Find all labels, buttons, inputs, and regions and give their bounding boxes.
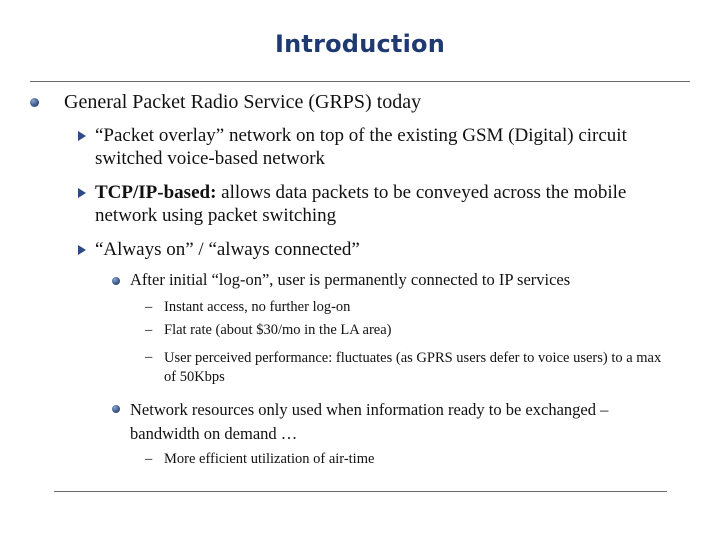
bullet-tcp-ip [95,181,685,227]
bullet-instant-access: Instant access, no further log-on [164,299,351,315]
tcp-ip-text: allows data packets to be conveyed across the mobile network using packet switching [95,182,627,227]
dash-bullet-icon: – [145,349,153,365]
bullet-grps: General Packet Radio Service (GRPS) today [64,91,422,113]
bullet-efficient-utilization: More efficient utilization of air-time [164,451,375,467]
bullet-user-performance: User perceived performance: fluctuates (as GPRS users defer to voice users) to a max of 50Kbps [164,350,662,385]
bullet-flat-rate: Flat rate (about $30/mo in the LA area) [164,322,392,338]
dash-bullet-icon: – [145,451,153,467]
bullet-network-resources: Network resources only used when information ready to be exchanged – bandwidth on demand … [130,400,609,443]
bullet-dot-icon [112,277,120,285]
footer-divider [54,491,667,492]
dash-bullet-icon: – [145,322,153,338]
bullet-dot-icon [30,98,39,107]
dash-bullet-icon: – [145,299,153,315]
arrow-bullet-icon [78,245,86,255]
bullet-dot-icon [112,405,120,413]
bullet-packet-overlay: “Packet overlay” network on top of the existing GSM (Digital) circuit switched voice-based network [95,125,627,170]
bullet-always-on: “Always on” / “always connected” [95,239,360,260]
arrow-bullet-icon [78,131,86,141]
slide-title: Introduction [275,30,445,58]
tcp-ip-label: TCP/IP-based: [95,182,217,203]
arrow-bullet-icon [78,188,86,198]
title-divider [30,81,690,82]
bullet-after-logon: After initial “log-on”, user is permanently connected to IP services [130,270,571,289]
